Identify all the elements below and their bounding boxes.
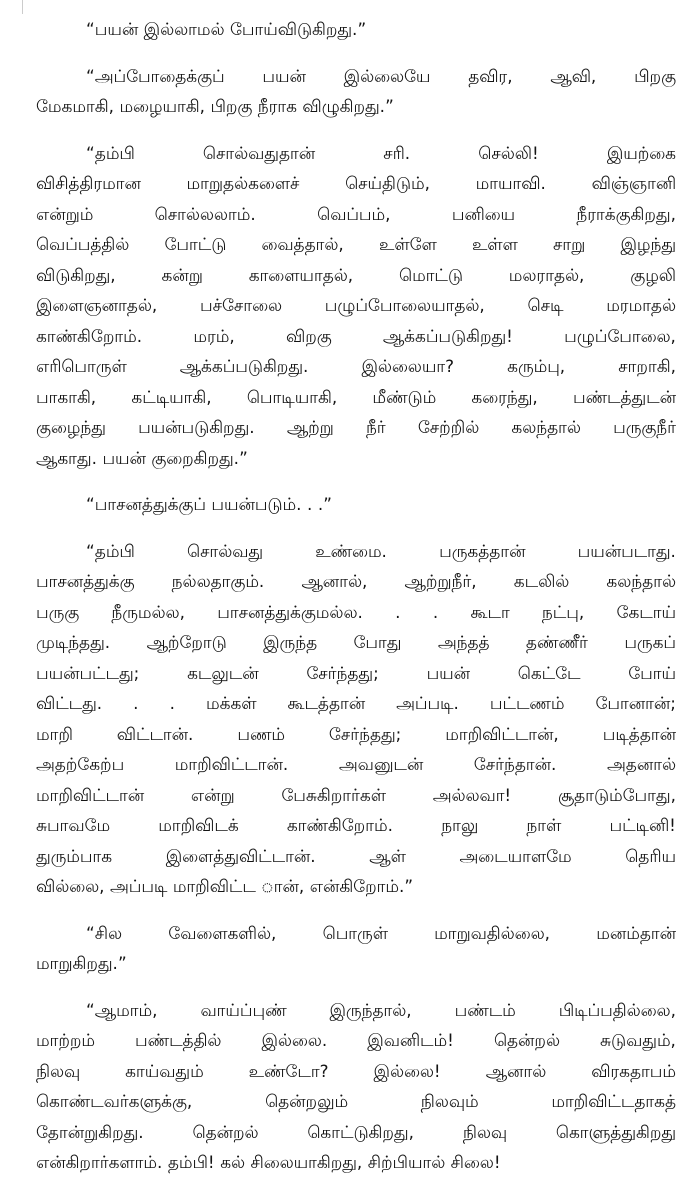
text-line: என்றும் சொல்லலாம். வெப்பம், பனியை நீராக்குகிறது, [36, 203, 676, 224]
text-line: விட்டது. . . மக்கள் கூடத்தான் அப்படி. பட்டணம் போனான்; [36, 693, 676, 713]
text-line: “பாசனத்துக்குப் பயன்படும். . .” [86, 494, 333, 514]
text-line: காண்கிறோம். மரம், விறகு ஆக்கப்படுகிறது! பழுப்போலை, [36, 325, 676, 346]
text-line: தோன்றுகிறது. தென்றல் கொட்டுகிறது, நிலவு கொளுத்துகிறது [36, 1121, 676, 1142]
text-line: பயன்பட்டது; கடலுடன் சேர்ந்தது; பயன் கெட்டே போய் [36, 662, 676, 683]
body-text [36, 14, 676, 1194]
text-line: மாற்றம் பண்டத்தில் இல்லை. இவனிடம்! தென்றல் சுடுவதும், [36, 1030, 676, 1050]
text-line: “சில வேளைகளில், பொருள் மாறுவதில்லை, மனம்தான் [86, 922, 676, 943]
text-line: “அப்போதைக்குப் பயன் இல்லையே தவிர, ஆவி, பிறகு [86, 65, 676, 86]
scan-artifact [22, 0, 31, 14]
text-line: விடுகிறது, கன்று காளையாதல், மொட்டு மலராதல், குழலி [36, 264, 676, 285]
text-line: குழைந்து பயன்படுகிறது. ஆற்று நீர் சேற்றில் கலந்தால் பருகுநீர் [36, 417, 676, 437]
text-line: பாகாகி, கட்டியாகி, பொடியாகி, மீண்டும் கரைந்து, பண்டத்துடன் [36, 386, 676, 407]
text-line: பாசனத்துக்கு நல்லதாகும். ஆனால், ஆற்றுநீர், கடலில் கலந்தால் [36, 571, 676, 591]
paragraph [36, 536, 676, 902]
paragraph [36, 14, 676, 45]
text-line: இளைஞனாதல், பச்சோலை பழுப்போலையாதல், செடி மரமாதல் [36, 295, 676, 315]
text-line: பருகு நீருமல்ல, பாசனத்துக்குமல்ல. . . கூடா நட்பு, கேடாய் [36, 601, 676, 622]
text-line: நிலவு காய்வதும் உண்டோ? இல்லை! ஆனால் விரகதாபம் [36, 1060, 676, 1081]
paragraph [36, 61, 676, 122]
text-line: மேகமாகி, மழையாகி, பிறகு நீராக விழுகிறது.” [36, 96, 394, 116]
text-line: முடிந்தது. ஆற்றோடு இருந்த போது அந்தத் தண்ணீர் பருகப் [36, 632, 676, 652]
text-line: என்கிறார்களாம். தம்பி! கல் சிலையாகிறது, சிற்பியால் சிலை! [36, 1152, 501, 1172]
text-line: “தம்பி சொல்வதுதான் சரி. செல்லி! இயற்கை [86, 142, 676, 163]
text-line: அதற்கேற்ப மாறிவிட்டான். அவனுடன் சேர்ந்தான். அதனால் [36, 754, 676, 774]
text-line: துரும்பாக இளைத்துவிட்டான். ஆள் அடையாளமே தெரிய [36, 845, 676, 866]
text-line: வில்லை, அப்படி மாறிவிட்ட ான், என்கிறோம்.” [36, 876, 414, 896]
text-line: ஆகாது. பயன் குறைகிறது.” [36, 447, 248, 468]
text-line: மாறி விட்டான். பணம் சேர்ந்தது; மாறிவிட்டான், படித்தான் [36, 723, 676, 744]
text-line: எரிபொருள் ஆக்கப்படுகிறது. இல்லையா? கரும்பு, சாறாகி, [36, 356, 676, 376]
text-line: விசித்திரமான மாறுதல்களைச் செய்திடும், மாயாவி. விஞ்ஞானி [36, 173, 676, 193]
text-line: மாறுகிறது.” [36, 953, 127, 973]
paragraph [36, 138, 676, 474]
text-line: கொண்டவர்களுக்கு, தென்றலும் நிலவும் மாறிவிட்டதாகத் [36, 1091, 676, 1111]
text-line: “ஆமாம், வாய்ப்புண் இருந்தால், பண்டம் பிடிப்பதில்லை, [86, 999, 676, 1020]
paragraph [36, 489, 676, 520]
text-line: “பயன் இல்லாமல் போய்விடுகிறது.” [86, 19, 367, 39]
paragraph [36, 918, 676, 979]
text-line: வெப்பத்தில் போட்டு வைத்தால், உள்ளே உள்ள சாறு இழந்து [36, 234, 676, 254]
paragraph [36, 995, 676, 1178]
text-line: சுபாவமே மாறிவிடக் காண்கிறோம். நாலு நாள் பட்டினி! [36, 815, 676, 835]
text-line: மாறிவிட்டான் என்று பேசுகிறார்கள் அல்லவா! சூதாடும்போது, [36, 784, 676, 805]
text-line: “தம்பி சொல்வது உண்மை. பருகத்தான் பயன்படாது. [86, 540, 676, 561]
